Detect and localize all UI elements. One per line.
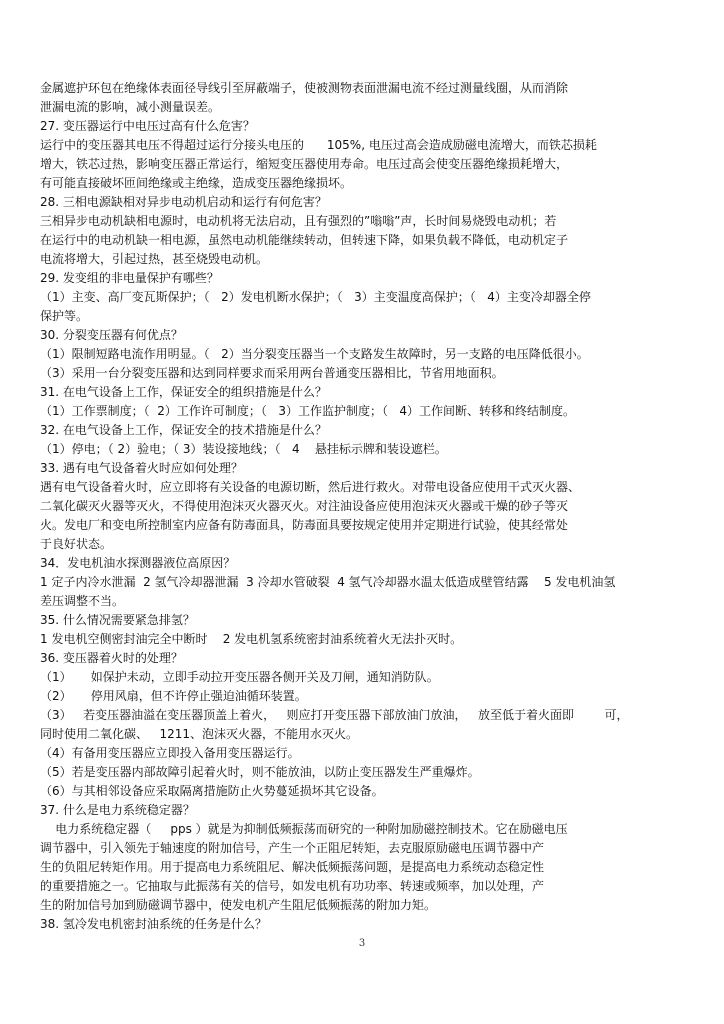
text-line: 于良好状态。 (40, 537, 113, 551)
question-heading: 35. 什么情况需要紧急排氢？ (40, 613, 195, 627)
text-line: 火。发电厂和变电所控制室内应备有防毒面具，防毒面具要按规定使用并定期进行试验，使其经常处 (40, 518, 569, 532)
question-heading: 38. 氢冷发电机密封油系统的任务是什么？ (40, 917, 267, 931)
question-heading: 27. 变压器运行中电压过高有什么危害？ (40, 119, 255, 133)
page-content (40, 79, 690, 934)
text-line: （3） 若变压器油溢在变压器顶盖上着火， 则应打开变压器下部放油门放油， 放至低于着火面即 可， (40, 708, 629, 722)
text-line: 增大，铁芯过热，影响变压器正常运行，缩短变压器使用寿命。电压过高会使变压器绝缘损耗增大， (40, 157, 569, 171)
text-line: 同时使用二氧化碳、 1211、泡沫灭火器，不能用水灭火。 (40, 727, 358, 741)
page-number: 3 (358, 938, 366, 949)
text-line: （3）采用一台分裂变压器和达到同样要求而采用两台普通变压器相比，节省用地面积。 (40, 366, 504, 380)
question-heading: 29. 发变组的非电量保护有哪些？ (40, 271, 219, 285)
text-line: 运行中的变压器其电压不得超过运行分接头电压的 105%, 电压过高会造成励磁电流增大，而铁芯损耗 (40, 138, 597, 152)
text-line: 1 发电机空侧密封油完全中断时 2 发电机氢系统密封油系统着火无法扑灭时。 (40, 632, 463, 646)
question-heading: 37. 什么是电力系统稳定器？ (40, 803, 195, 817)
text-line: 三相异步电动机缺相电源时，电动机将无法启动，且有强烈的”嗡嗡”声，长时间易烧毁电动机；若 (40, 214, 557, 228)
question-heading: 34．发电机油水探测器液位高原因？ (40, 556, 236, 570)
text-line: 差压调整不当。 (40, 594, 125, 608)
text-line: 在运行中的电动机缺一相电源，虽然电动机能继续转动，但转速下降，如果负载不降低，电动机定子 (40, 233, 569, 247)
text-line: 有可能直接破坏匝间绝缘或主绝缘，造成变压器绝缘损坏。 (40, 176, 353, 190)
question-heading: 36. 变压器着火时的处理？ (40, 651, 183, 665)
text-line: 电流将增大，引起过热，甚至烧毁电动机。 (40, 252, 269, 266)
text-line: （5）若是变压器内部故障引起着火时，则不能放油，以防止变压器发生严重爆炸。 (40, 765, 480, 779)
question-heading: 31. 在电气设备上工作，保证安全的组织措施是什么？ (40, 385, 327, 399)
question-heading: 30. 分裂变压器有何优点？ (40, 328, 183, 342)
text-line: （1）工作票制度；（ 2）工作许可制度；（ 3）工作监护制度；（ 4）工作间断、转移和终结制度。 (40, 404, 576, 418)
text-line: 1 定子内冷水泄漏 2 氢气冷却器泄漏 3 冷却水管破裂 4 氢气冷却器水温太低造成壁管结露 5 发电机油氢 (40, 575, 616, 589)
text-line: 调节器中，引入领先于轴速度的附加信号，产生一个正阻尼转矩，去克服原励磁电压调节器中产 (40, 841, 545, 855)
text-line: 电力系统稳定器（ pps ）就是为抑制低频振荡而研究的一种附加励磁控制技术。它在励磁电压 (40, 822, 568, 836)
text-line: （1）停电；（ 2）验电；（ 3）装设接地线；（ 4 悬挂标示牌和装设遮栏。 (40, 442, 447, 456)
text-line: 生的附加信号加到励磁调节器中，使发电机产生阻尼低频振荡的附加力矩。 (40, 898, 437, 912)
text-line: 生的负阻尼转矩作用。用于提高电力系统阻尼、解决低频振荡问题，是提高电力系统动态稳定性 (40, 860, 545, 874)
question-heading: 32. 在电气设备上工作，保证安全的技术措施是什么？ (40, 423, 327, 437)
text-line: （1）限制短路电流作用明显。（ 2）当分裂变压器当一个支路发生故障时，另一支路的电压降低很小。 (40, 347, 589, 361)
text-line: 金属遮护环包在绝缘体表面径导线引至屏蔽端子，使被测物表面泄漏电流不经过测量线圈，从而消除 (40, 81, 569, 95)
text-line: 泄漏电流的影响，减小测量误差。 (40, 100, 221, 114)
text-line: （2） 停用风扇，但不许停止强迫油循环装置。 (40, 689, 307, 703)
text-line: 保护等。 (40, 309, 89, 323)
text-line: （1）主变、高厂变瓦斯保护；（ 2）发电机断水保护；（ 3）主变温度高保护；（ 4）主变冷却器全停 (40, 290, 591, 304)
question-heading: 28. 三相电源缺相对异步电动机启动和运行有何危害？ (40, 195, 327, 209)
text-line: （4）有备用变压器应立即投入备用变压器运行。 (40, 746, 300, 760)
text-line: 遇有电气设备着火时，应立即将有关设备的电源切断，然后进行救火。对带电设备应使用干式灭火器、 (40, 480, 581, 494)
text-line: 的重要措施之一。它抽取与此振荡有关的信号，如发电机有功功率、转速或频率，加以处理，产 (40, 879, 545, 893)
text-line: 二氧化碳灭火器等灭火，不得使用泡沫灭火器灭火。对注油设备应使用泡沫灭火器或干燥的砂子等灭 (40, 499, 569, 513)
text-line: （1） 如保护未动，立即手动拉开变压器各侧开关及刀闸，通知消防队。 (40, 670, 439, 684)
question-heading: 33. 遇有电气设备着火时应如何处理？ (40, 461, 243, 475)
text-line: （6）与其相邻设备应采取隔离措施防止火势蔓延损坏其它设备。 (40, 784, 384, 798)
